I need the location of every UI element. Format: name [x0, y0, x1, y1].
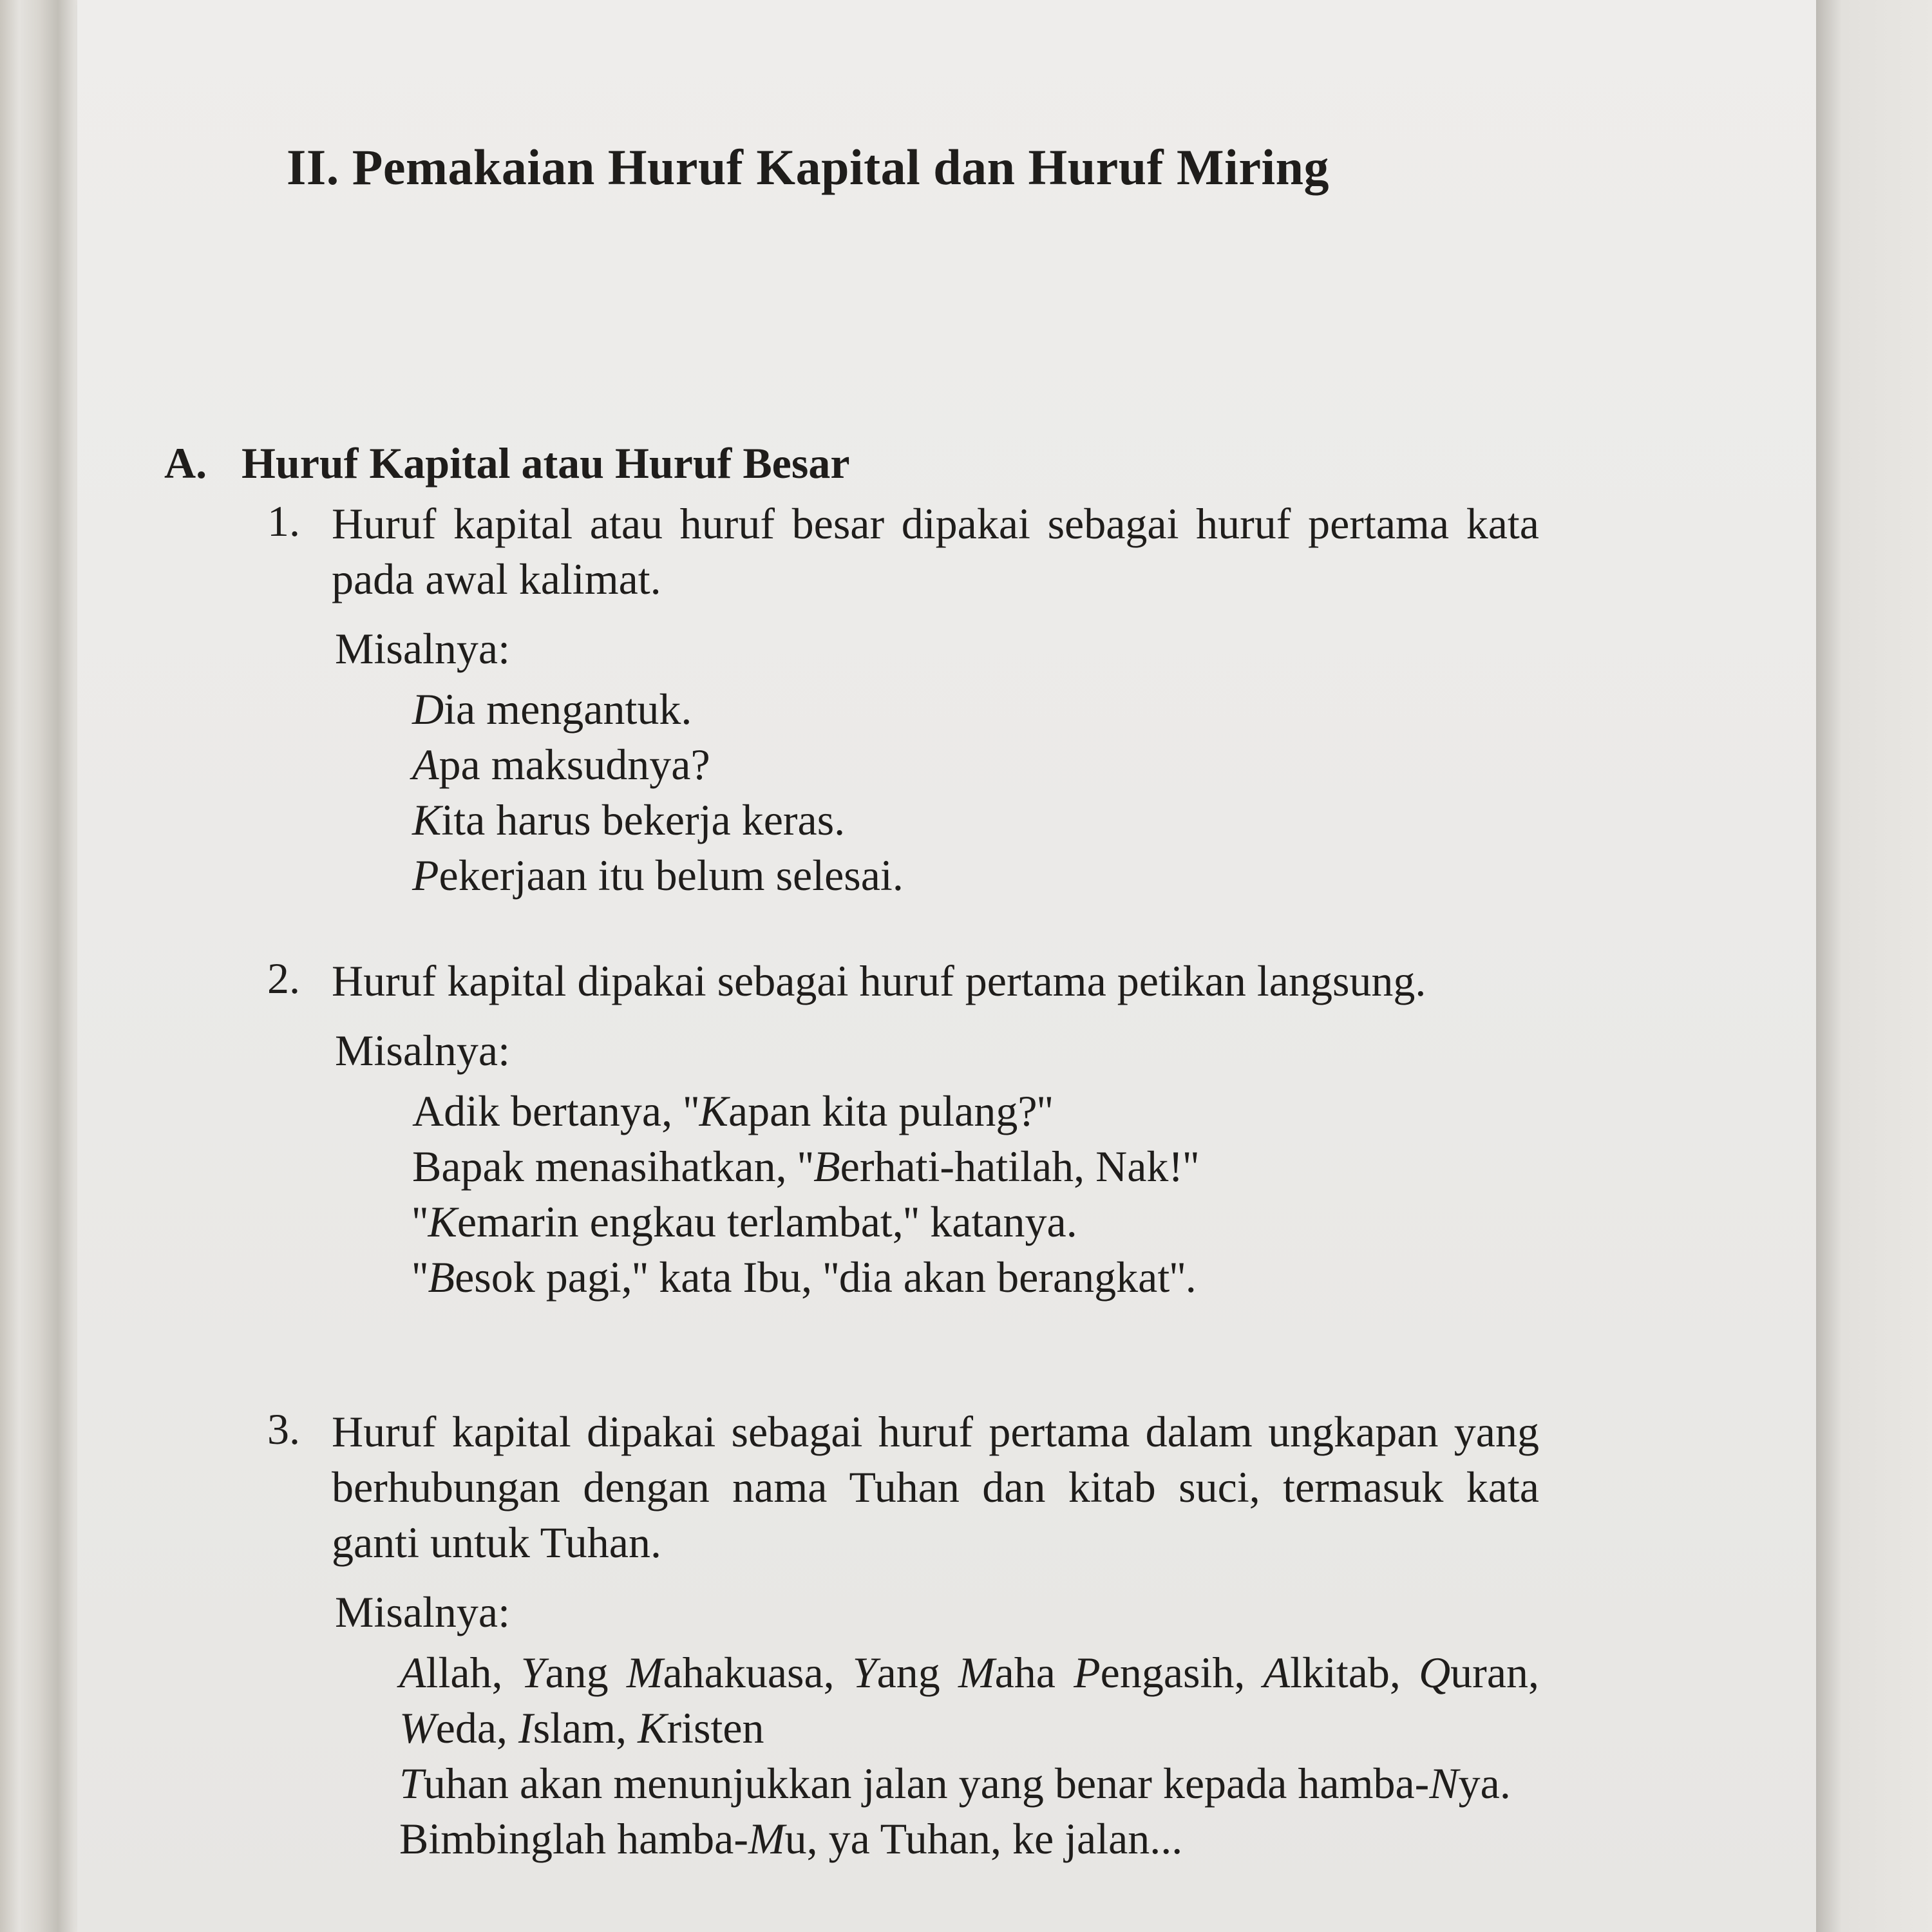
example-line: Bimbinglah hamba-Mu, ya Tuhan, ke jalan... — [399, 1814, 1183, 1863]
section-label: A. — [164, 439, 207, 488]
example-line: Allah, Yang Mahakuasa, Yang Maha Pengasih, Alkitab, Quran, Weda, Islam, Kristen — [399, 1648, 1539, 1752]
rule-2 — [267, 953, 1539, 1305]
section-heading — [164, 438, 850, 489]
example-line: Dia mengantuk. — [412, 685, 692, 734]
chapter-title: II. Pemakaian Huruf Kapital dan Huruf Miring — [287, 139, 1330, 195]
example-line: Pekerjaan itu belum selesai. — [412, 851, 904, 900]
example-label: Misalnya: — [335, 1026, 510, 1075]
examples — [267, 1645, 1539, 1866]
rule-3 — [267, 1404, 1539, 1866]
examples — [267, 1083, 1539, 1305]
rule-number: 3. — [267, 1405, 300, 1454]
example-label: Misalnya: — [335, 624, 510, 673]
rule-number: 2. — [267, 954, 300, 1003]
example-label: Misalnya: — [335, 1587, 510, 1636]
rule-text: Huruf kapital dipakai sebagai huruf pertama dalam ungkapan yang berhubungan dengan nama Tuhan dan kitab suci, termasuk kata ganti untuk Tuhan. — [332, 1407, 1539, 1567]
rule-number: 1. — [267, 497, 300, 545]
example-line: Apa maksudnya? — [412, 740, 710, 789]
book-spine — [1816, 0, 1932, 1932]
rule-1 — [267, 496, 1539, 903]
rule-text: Huruf kapital dipakai sebagai huruf pertama petikan langsung. — [332, 956, 1426, 1005]
rule-text: Huruf kapital atau huruf besar dipakai sebagai huruf pertama kata pada awal kalimat. — [332, 499, 1539, 603]
section-title: Huruf Kapital atau Huruf Besar — [242, 439, 850, 488]
example-line: Bapak menasihatkan, ''Berhati-hatilah, Nak!'' — [412, 1142, 1199, 1191]
examples — [267, 681, 1539, 903]
example-line: Kita harus bekerja keras. — [412, 795, 846, 844]
example-line: Adik bertanya, ''Kapan kita pulang?'' — [412, 1086, 1054, 1135]
example-line: Tuhan akan menunjukkan jalan yang benar kepada hamba-Nya. — [399, 1759, 1511, 1808]
example-line: ''Besok pagi,'' kata Ibu, ''dia akan berangkat''. — [412, 1253, 1197, 1302]
example-line: ''Kemarin engkau terlambat,'' katanya. — [412, 1197, 1077, 1246]
